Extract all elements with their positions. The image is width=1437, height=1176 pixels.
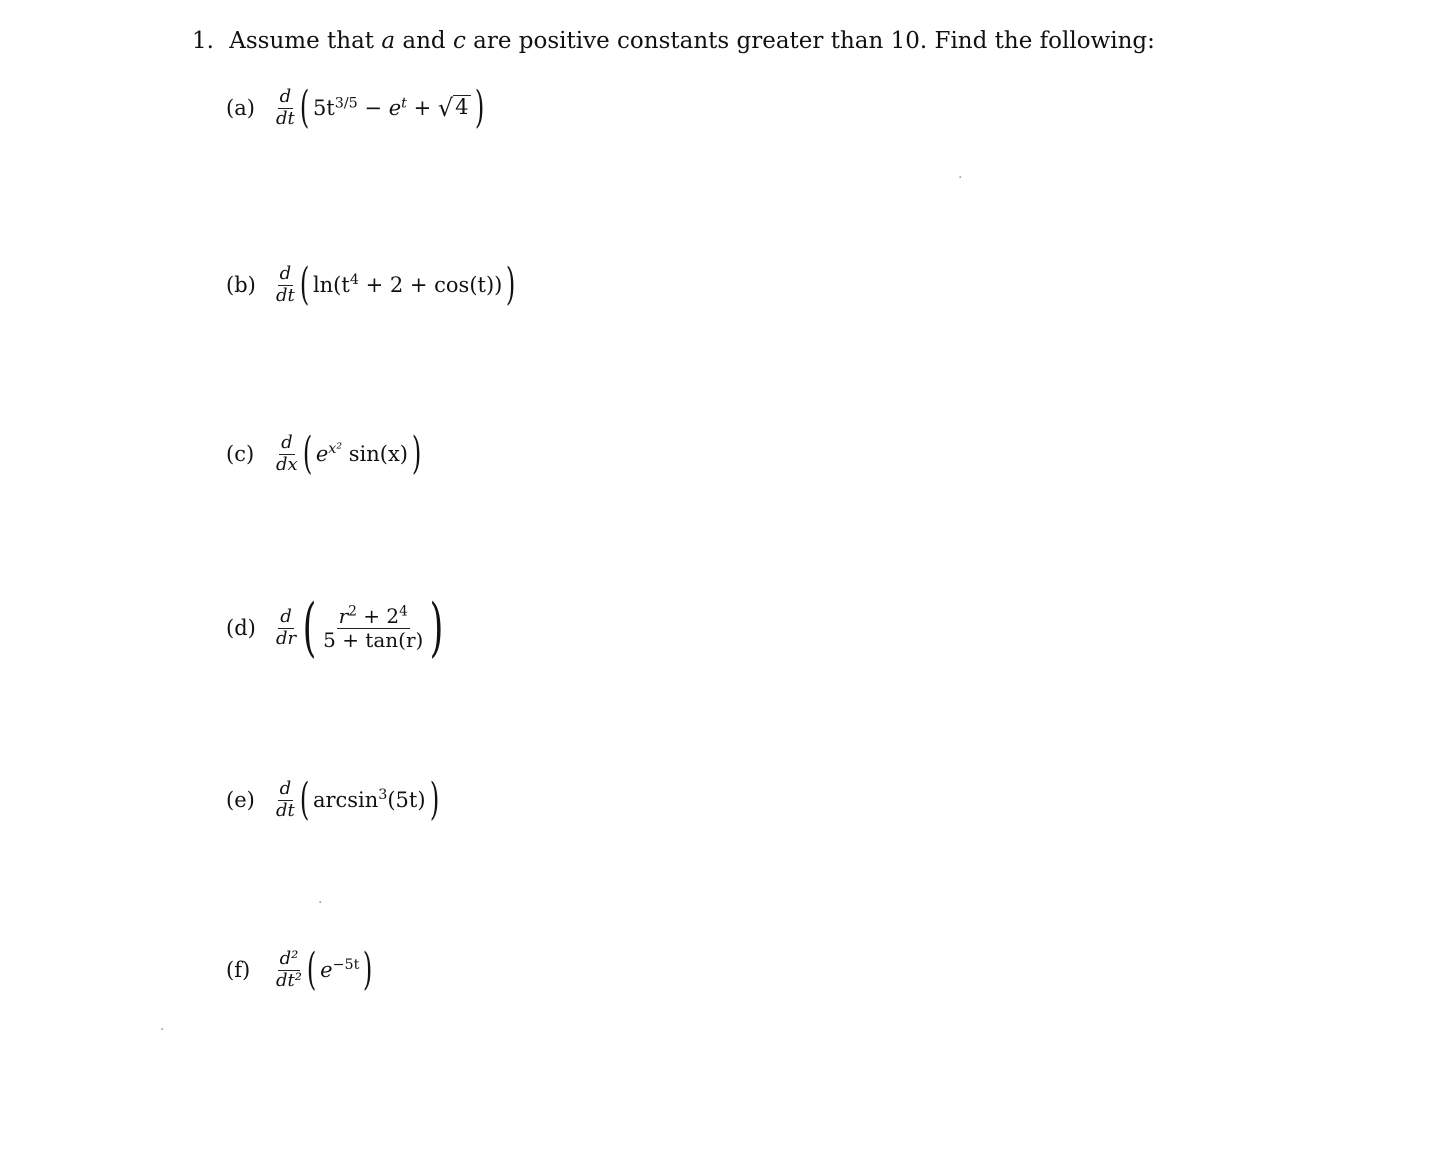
part-d	[226, 591, 446, 665]
expression: $\arcsin^3(5t)$	[312, 787, 426, 812]
left-paren: (	[302, 428, 312, 479]
intro-text-2: and	[402, 28, 446, 54]
part-label: (c)	[226, 442, 255, 466]
part-label: (b)	[226, 273, 256, 297]
problem-number: 1.	[192, 28, 214, 54]
part-a	[226, 82, 485, 133]
part-f	[226, 944, 374, 995]
part-label: (d)	[226, 616, 256, 640]
right-paren: )	[429, 774, 439, 825]
left-paren: (	[306, 944, 317, 995]
left-paren: (	[299, 259, 310, 310]
intro-text-1: Assume that	[229, 28, 375, 54]
left-paren: (	[299, 774, 310, 825]
right-paren: )	[411, 428, 422, 479]
scan-speck: ·	[160, 1022, 165, 1038]
part-e	[226, 774, 440, 825]
part-b	[226, 259, 517, 310]
expression: $\ln(t^4 + 2 + \cos(t))$	[312, 272, 503, 297]
expression: $e^{x^2}$ sin(x)	[315, 441, 408, 466]
quotient-denominator: 5 + tan(r)	[323, 627, 424, 652]
right-paren: )	[429, 591, 444, 665]
derivative-operator: $\frac{d}{dr}$	[276, 605, 297, 649]
left-paren: (	[299, 82, 310, 133]
right-paren: )	[474, 82, 484, 133]
variable-a: a	[381, 28, 396, 54]
expression: $5t^{3/5} - e^t$ + √ 4	[312, 93, 469, 122]
derivative-operator: $\frac{d}{dx}$	[276, 431, 298, 475]
right-paren: )	[363, 944, 373, 995]
expression: $e^{-5t}$	[320, 957, 360, 982]
variable-c: c	[452, 28, 466, 54]
intro-text-3: are positive constants greater than 10. Find the following:	[473, 28, 1155, 54]
derivative-operator: $\frac{d}{dt}$	[276, 777, 295, 821]
square-root: √ 4	[437, 93, 469, 122]
part-label: (f)	[226, 958, 251, 982]
right-paren: )	[506, 259, 516, 310]
scan-speck: ·	[958, 170, 963, 186]
problem-statement	[192, 28, 1155, 54]
quotient	[321, 603, 425, 652]
derivative-operator: $\frac{\text{d²}}{\text{dt²}}$	[276, 947, 302, 991]
derivative-operator: $\frac{d}{dt}$	[276, 262, 295, 306]
quotient-numerator: $r^2 + 2^4$	[338, 603, 408, 628]
scan-speck: ·	[318, 895, 323, 911]
part-c	[226, 428, 422, 479]
part-label: (a)	[226, 96, 255, 120]
derivative-operator: $\frac{d}{dt}$	[276, 85, 295, 129]
part-label: (e)	[226, 788, 255, 812]
left-paren: (	[302, 591, 317, 665]
